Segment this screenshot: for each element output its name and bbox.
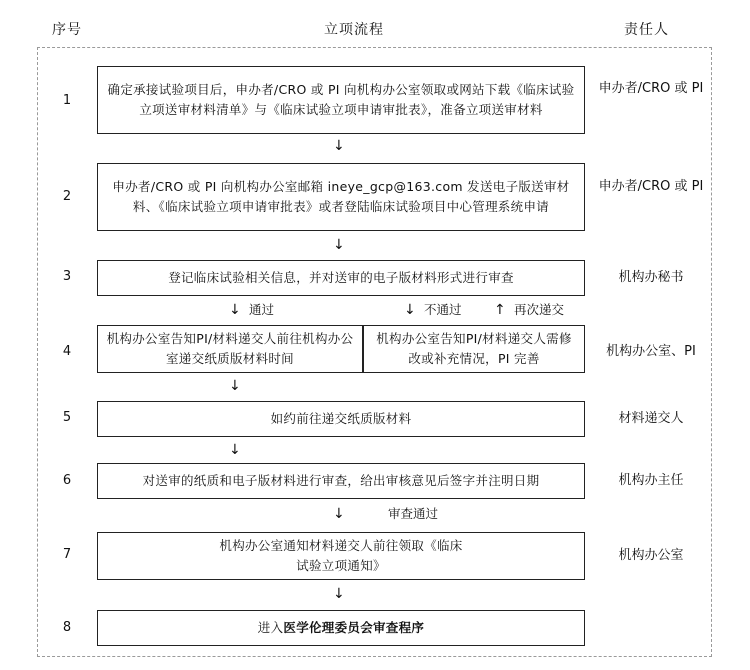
step-3-box: 登记临床试验相关信息，并对送审的电子版材料形式进行审查 (97, 260, 585, 296)
header-process: 立项流程 (324, 22, 384, 38)
down-arrow-icon: ↓ (333, 586, 345, 602)
step-responsible: 机构办公室、PI (606, 344, 696, 359)
step-6-box: 对送审的纸质和电子版材料进行审查，给出审核意见后签字并注明日期 (97, 463, 585, 499)
step-number: 8 (62, 620, 72, 635)
up-arrow-icon: ↑ (494, 302, 506, 318)
down-arrow-icon: ↓ (229, 302, 241, 318)
step-8-prefix: 进入 (257, 620, 284, 635)
step-5-box: 如约前往递交纸质版材料 (97, 401, 585, 437)
step-number: 2 (62, 189, 72, 204)
step-7-box: 机构办公室通知材料递交人前往领取《临床试验立项通知》 (97, 532, 585, 580)
fail-label: 不通过 (424, 302, 462, 317)
step-number: 1 (62, 93, 72, 108)
header-seq: 序号 (52, 22, 82, 38)
step-responsible: 机构办秘书 (618, 270, 684, 285)
step-number: 5 (62, 410, 72, 425)
step-number: 7 (62, 547, 72, 562)
header-responsible: 责任人 (624, 22, 669, 38)
down-arrow-icon: ↓ (333, 506, 345, 522)
step-responsible: 申办者/CRO 或 PI (598, 179, 704, 194)
step-2-box: 申办者/CRO 或 PI 向机构办公室邮箱 ineye_gcp@163.com 发送电子版送审材料、《临床试验立项申请审批表》或者登陆临床试验项目中心管理系统申请 (97, 163, 585, 231)
step-number: 3 (62, 269, 72, 284)
step-4-right-box: 机构办公室告知PI/材料递交人需修改或补充情况，PI 完善 (363, 325, 585, 373)
step-8-box (97, 610, 585, 646)
down-arrow-icon: ↓ (404, 302, 416, 318)
step-responsible: 材料递交人 (618, 411, 684, 426)
step-number: 4 (62, 344, 72, 359)
step-1-box: 确定承接试验项目后，申办者/CRO 或 PI 向机构办公室领取或网站下载《临床试验立项送审材料清单》与《临床试验立项申请审批表》，准备立项送审材料 (97, 66, 585, 134)
step-8-bold-text: 医学伦理委员会审查程序 (283, 620, 425, 635)
down-arrow-icon: ↓ (229, 442, 241, 458)
resubmit-label: 再次递交 (514, 302, 565, 317)
down-arrow-icon: ↓ (333, 237, 345, 253)
down-arrow-icon: ↓ (333, 138, 345, 154)
step-responsible: 申办者/CRO 或 PI (598, 81, 704, 96)
step-responsible: 机构办公室 (618, 548, 684, 563)
step-number: 6 (62, 473, 72, 488)
step-responsible: 机构办主任 (618, 473, 684, 488)
pass-label: 通过 (249, 302, 275, 317)
review-pass-label: 审查通过 (388, 506, 439, 521)
down-arrow-icon: ↓ (229, 378, 241, 394)
step-4-left-box: 机构办公室告知PI/材料递交人前往机构办公室递交纸质版材料时间 (97, 325, 363, 373)
